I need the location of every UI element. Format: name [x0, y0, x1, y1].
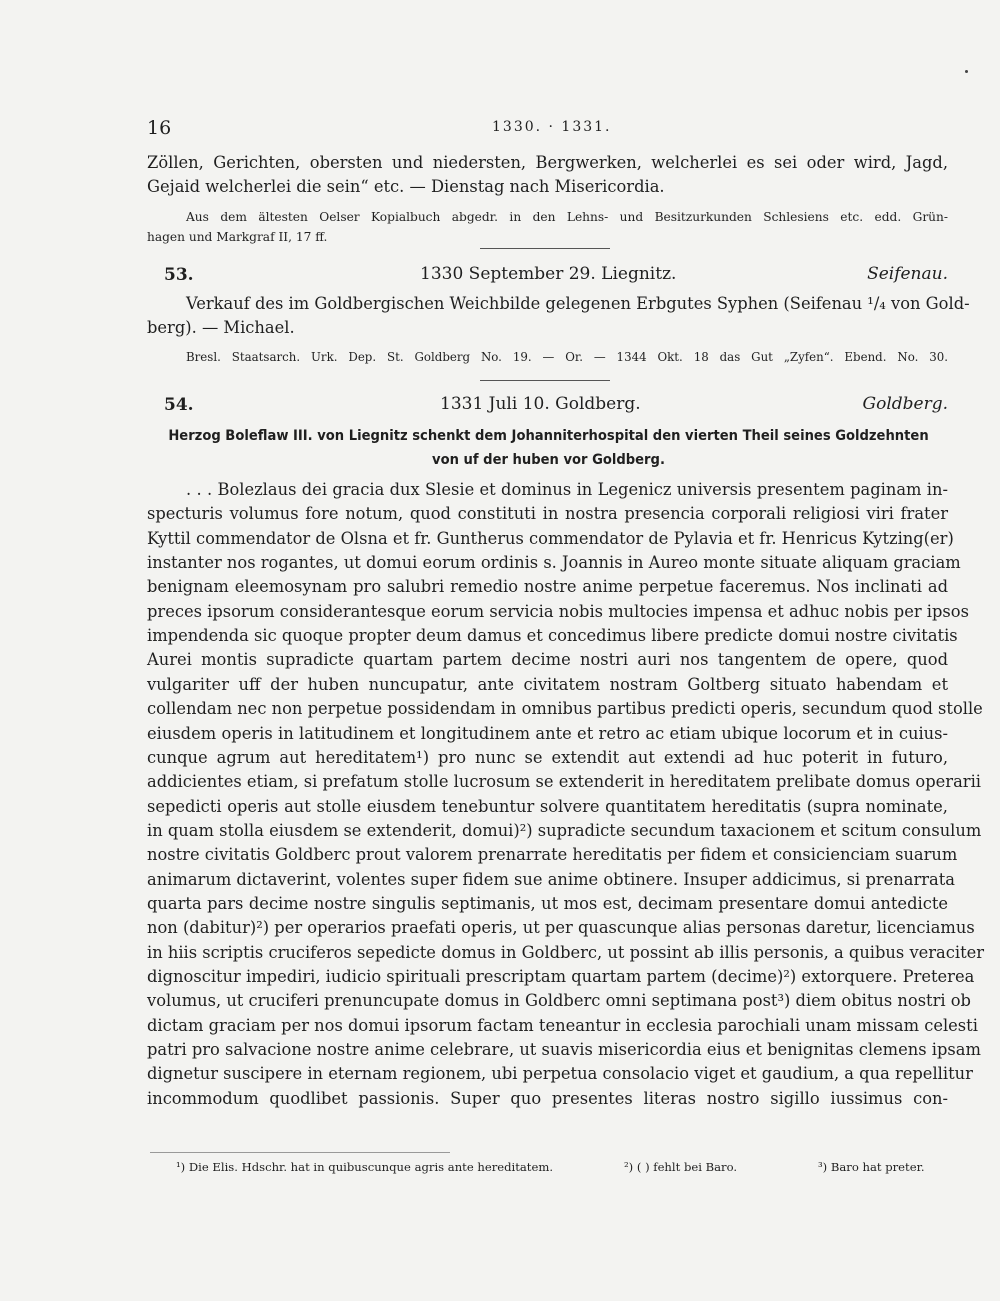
intro-line: Gejaid welcherlei die sein“ etc. — Dienstag nach Misericordia. — [147, 177, 665, 196]
page-number: 16 — [147, 117, 172, 139]
footnote: ¹) Die Elis. Hdschr. hat in quibuscunque agris ante hereditatem. — [176, 1160, 553, 1174]
entry-number: 54. — [164, 395, 194, 415]
regest-line: berg). — Michael. — [147, 318, 295, 337]
charter-line: incommodum quodlibet passionis. Super quo presentes literas nostro sigillo iussimus con- — [147, 1088, 948, 1108]
intro-line: Zöllen, Gerichten, obersten und niedersten, Bergwerken, welcherlei es sei oder wird, Jagd, — [147, 153, 948, 172]
entry-date: 1331 Juli 10. Goldberg. — [440, 394, 641, 414]
charter-line: eiusdem operis in latitudinem et longitudinem ante et retro ac etiam ubique locorum et in cuius- — [147, 723, 948, 743]
charter-line: . . . Bolezlaus dei gracia dux Slesie et dominus in Legenicz universis presentem paginam in- — [186, 480, 948, 499]
charter-line: dignetur suscipere in eternam regionem, ubi perpetua consolacio viget et gaudium, a qua repellitur — [147, 1064, 973, 1084]
charter-line: quarta pars decime nostre singulis septimanis, ut mos est, decimam presentare domui antedicte — [147, 893, 948, 913]
charter-line: Aurei montis supradicte quartam partem decime nostri auri nos tangentem de opere, quod — [147, 650, 948, 670]
regest-line: Verkauf des im Goldbergischen Weichbilde gelegenen Erbgutes Syphen (Seifenau ¹/₄ von Gold- — [186, 294, 970, 313]
footnote: ²) ( ) fehlt bei Baro. — [624, 1160, 738, 1174]
source-note: Bresl. Staatsarch. Urk. Dep. St. Goldberg No. 19. — Or. — 1344 Okt. 18 das Gut „Zyfen“. Ebend. No. 30. — [186, 350, 948, 364]
charter-line: addicientes etiam, si prefatum stolle lucrosum se extenderit in hereditatem prelibate domus operarii — [147, 772, 981, 792]
entry-place: Seifenau. — [867, 264, 948, 284]
summary-line: von uf der huben vor Goldberg. — [432, 451, 665, 468]
charter-line: cunque agrum aut hereditatem¹) pro nunc se extendit aut extendi ad huc poterit in futuro, — [147, 747, 948, 767]
charter-line: collendam nec non perpetue possidendam in omnibus partibus predicti operis, secundum quod stolle — [147, 699, 983, 719]
entry-number: 53. — [164, 265, 194, 285]
charter-line: volumus, ut cruciferi prenuncupate domus in Goldberc omni septimana post³) diem obitus nostri ob — [147, 991, 971, 1011]
footnote: ³) Baro hat preter. — [818, 1160, 925, 1174]
charter-line: impendenda sic quoque propter deum damus et concedimus libere predicte domui nostre civitatis — [147, 626, 958, 646]
charter-line: dictam graciam per nos domui ipsorum factam teneantur in ecclesia parochiali unam missam celesti — [147, 1015, 978, 1035]
separator-rule — [480, 248, 610, 249]
charter-line: dignoscitur impediri, iudicio spirituali prescriptam quartam partem (decime)²) extorquere. Preterea — [147, 967, 975, 986]
charter-line: instanter nos rogantes, ut domui eorum ordinis s. Joannis in Aureo monte situate aliquam graciam — [147, 553, 961, 573]
charter-line: patri pro salvacione nostre anime celebrare, ut suavis misericordia eius et benignitas clemens ipsam — [147, 1040, 981, 1060]
charter-line: sepedicti operis aut stolle eiusdem tenebuntur solvere quantitatem hereditatis (supra nominate, — [147, 796, 948, 816]
running-title: 1330. · 1331. — [492, 119, 612, 135]
charter-line: benignam eleemosynam pro salubri remedio nostre anime perpetue faceremus. Nos inclinati ad — [147, 577, 948, 597]
speck-mark — [965, 70, 968, 73]
footnote-rule — [150, 1152, 450, 1153]
charter-line: Kyttil commendator de Olsna et fr. Guntherus commendator de Pylavia et fr. Henricus Kytzing(er) — [147, 528, 954, 548]
summary-line: Herzog Boleflaw III. von Liegnitz schenkt dem Johanniterhospital den vierten Theil seines Goldzehnten — [168, 427, 929, 444]
charter-line: specturis volumus fore notum, quod constituti in nostra presencia corporali religiosi viri frater — [147, 504, 948, 524]
charter-line: nostre civitatis Goldberc prout valorem prenarrate hereditatis per fidem et consicienciam suarum — [147, 845, 958, 865]
charter-line: in quam stolla eiusdem se extenderit, domui)²) supradicte secundum taxacionem et scitum consulum — [147, 820, 982, 840]
separator-rule — [480, 380, 610, 381]
charter-line: vulgariter uff der huben nuncupatur, ante civitatem nostram Goltberg situato habendam et — [147, 674, 948, 694]
entry-date: 1330 September 29. Liegnitz. — [420, 264, 677, 284]
charter-line: animarum dictaverint, volentes super fidem sue anime obtinere. Insuper addicimus, si prenarrata — [147, 869, 955, 889]
charter-line: preces ipsorum considerantesque eorum servicia nobis multocies impensa et adhuc nobis per ipsos — [147, 601, 969, 621]
charter-line: in hiis scriptis cruciferos sepedicte domus in Goldberc, ut possint ab illis personis, a quibus veraciter — [147, 942, 985, 962]
source-note: Aus dem ältesten Oelser Kopialbuch abgedr. in den Lehns- und Besitzurkunden Schlesiens etc. edd. Grün- — [186, 210, 948, 224]
charter-line: non (dabitur)²) per operarios praefati operis, ut per quascunque alias personas daretur, licenciamus — [147, 918, 975, 938]
entry-place: Goldberg. — [862, 394, 948, 414]
source-note: hagen und Markgraf II, 17 ff. — [147, 230, 328, 244]
